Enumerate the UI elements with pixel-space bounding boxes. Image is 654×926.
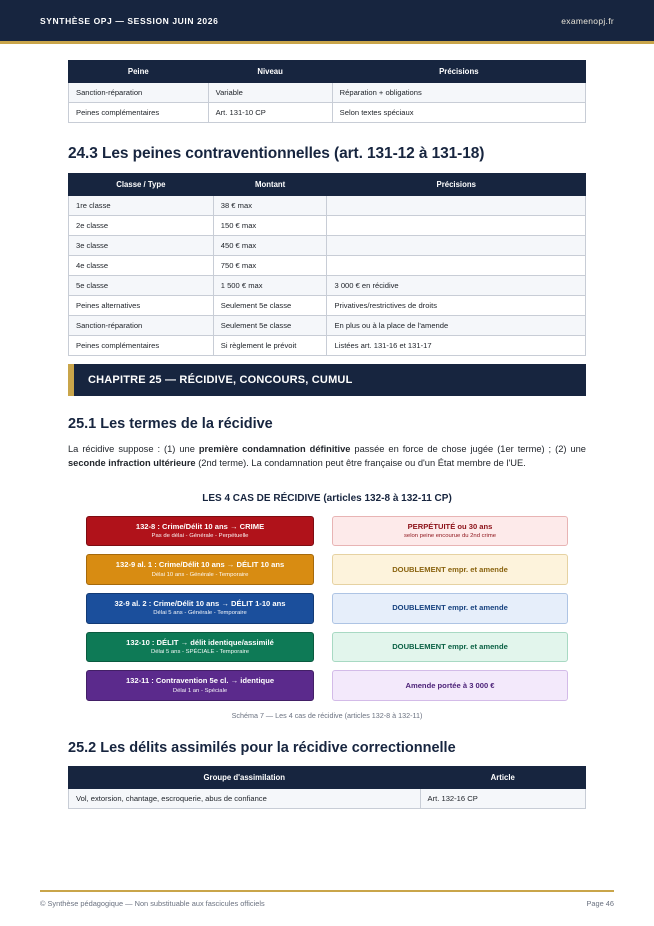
- cell: Privatives/restrictives de droits: [327, 296, 586, 316]
- schema-row: [86, 670, 568, 701]
- cell: 150 € max: [213, 216, 327, 236]
- page-content: [68, 60, 586, 809]
- col-classe: Classe / Type: [69, 174, 214, 196]
- cell: Vol, extorsion, chantage, escroquerie, abus de confiance: [69, 788, 421, 808]
- case-sub-label: Pas de délai - Générale - Perpétuelle: [151, 533, 249, 540]
- col-peine: Peine: [69, 61, 209, 83]
- table-row: [69, 296, 586, 316]
- cell: [327, 256, 586, 276]
- col-precisions: Précisions: [332, 61, 585, 83]
- effect-box-132-11: [332, 670, 568, 701]
- effect-main-label: DOUBLEMENT empr. et amende: [392, 564, 508, 574]
- cell: Réparation + obligations: [332, 83, 585, 103]
- table-header-row: [69, 766, 586, 788]
- effect-main-label: PERPÉTUITÉ ou 30 ans: [407, 521, 493, 531]
- effect-main-label: DOUBLEMENT empr. et amende: [392, 642, 508, 652]
- cell: Sanction-réparation: [69, 83, 209, 103]
- contraventions-table: [68, 173, 586, 356]
- effect-box-132-9-al2: [332, 593, 568, 624]
- cell: 4e classe: [69, 256, 214, 276]
- cell: Art. 131-10 CP: [208, 103, 332, 123]
- col-montant: Montant: [213, 174, 327, 196]
- effect-main-label: DOUBLEMENT empr. et amende: [392, 603, 508, 613]
- col-niveau: Niveau: [208, 61, 332, 83]
- schema-row: [86, 632, 568, 663]
- cell: 1 500 € max: [213, 276, 327, 296]
- table-row: [69, 276, 586, 296]
- case-box-132-8: [86, 516, 314, 547]
- case-main-label: 32-9 al. 2 : Crime/Délit 10 ans → DÉLIT 1-10 ans: [114, 598, 286, 608]
- para-part-1: La récidive suppose : (1) une: [68, 444, 199, 454]
- case-sub-label: Délai 5 ans - SPÉCIALE - Temporaire: [150, 648, 250, 655]
- cell: [327, 216, 586, 236]
- cell: 450 € max: [213, 236, 327, 256]
- cell: Selon textes spéciaux: [332, 103, 585, 123]
- header-title: SYNTHÈSE OPJ — SESSION JUIN 2026: [40, 15, 219, 26]
- case-box-132-9-al2: [86, 593, 314, 624]
- cell: Peines alternatives: [69, 296, 214, 316]
- case-box-132-9-al1: [86, 554, 314, 585]
- case-box-132-10: [86, 632, 314, 663]
- para-bold-2: seconde infraction ultérieure: [68, 458, 196, 469]
- cell: Seulement 5e classe: [213, 296, 327, 316]
- section-title-25-2: 25.2 Les délits assimilés pour la récidive correctionnelle: [68, 739, 456, 756]
- footer-note: © Synthèse pédagogique — Non substituable aux fascicules officiels: [40, 899, 265, 908]
- cell: Seulement 5e classe: [213, 316, 327, 336]
- cell: Si règlement le prévoit: [213, 336, 327, 356]
- para-part-2: passée en force de chose jugée (1er terme) ; (2) une: [350, 444, 586, 454]
- case-sub-label: Délai 1 an - Spéciale: [172, 687, 228, 694]
- schema-caption: Schéma 7 — Les 4 cas de récidive (articles 132-8 à 132-11): [231, 710, 423, 720]
- table-row: [69, 236, 586, 256]
- cell: 3 000 € en récidive: [327, 276, 586, 296]
- case-box-132-11: [86, 670, 314, 701]
- col-groupe: Groupe d'assimilation: [69, 766, 421, 788]
- cell: 750 € max: [213, 256, 327, 276]
- table-row: [69, 336, 586, 356]
- col-article: Article: [420, 766, 585, 788]
- table-header-row: [69, 174, 586, 196]
- footer-page-number: Page 46: [586, 899, 614, 908]
- case-main-label: 132-8 : Crime/Délit 10 ans → CRIME: [135, 521, 265, 531]
- effect-main-label: Amende portée à 3 000 €: [405, 680, 495, 690]
- cell: Sanction-réparation: [69, 316, 214, 336]
- effect-sub-label: selon peine encourue du 2nd crime: [403, 533, 497, 540]
- cell: 3e classe: [69, 236, 214, 256]
- section-title-24-3: 24.3 Les peines contraventionnelles (art. 131-12 à 131-18): [68, 145, 485, 162]
- case-sub-label: Délai 5 ans - Générale - Temporaire: [153, 610, 247, 617]
- cell: En plus ou à la place de l'amende: [327, 316, 586, 336]
- table-header-row: [69, 61, 586, 83]
- schema-title: LES 4 CAS DE RÉCIDIVE (articles 132-8 à 132-11 CP): [202, 492, 452, 504]
- page-footer: [40, 890, 614, 908]
- header-site: examenopj.fr: [561, 15, 614, 26]
- para-part-3: (2nd terme). La condamnation peut être française ou d'un État membre de l'UE.: [195, 458, 526, 469]
- table-row: [69, 83, 586, 103]
- cell: [327, 236, 586, 256]
- table-row: [69, 216, 586, 236]
- chapter-band: CHAPITRE 25 — RÉCIDIVE, CONCOURS, CUMUL: [68, 364, 586, 396]
- cell: [327, 196, 586, 216]
- table-row: [69, 788, 586, 808]
- section-title-25-1: 25.1 Les termes de la récidive: [68, 416, 273, 432]
- cell: 2e classe: [69, 216, 214, 236]
- table-row: [69, 196, 586, 216]
- schema-row: [86, 554, 568, 585]
- effect-box-132-8: [332, 516, 568, 547]
- recidive-paragraph: [68, 442, 586, 471]
- page-header: [0, 0, 654, 44]
- peines-table: [68, 60, 586, 123]
- schema-rows: [68, 516, 586, 701]
- cell: 1re classe: [69, 196, 214, 216]
- case-main-label: 132-9 al. 1 : Crime/Délit 10 ans → DÉLIT 10 ans: [115, 560, 285, 570]
- case-main-label: 132-11 : Contravention 5e cl. → identique: [125, 676, 275, 686]
- effect-box-132-10: [332, 632, 568, 663]
- col-precisions: Précisions: [327, 174, 586, 196]
- cell: Art. 132-16 CP: [420, 788, 585, 808]
- cell: 38 € max: [213, 196, 327, 216]
- table-row: [69, 256, 586, 276]
- cell: Peines complémentaires: [69, 103, 209, 123]
- cell: Listées art. 131-16 et 131-17: [327, 336, 586, 356]
- cell: 5e classe: [69, 276, 214, 296]
- para-bold-1: première condamnation définitive: [198, 444, 351, 454]
- table-row: [69, 103, 586, 123]
- cell: Variable: [208, 83, 332, 103]
- assimiles-table: [68, 766, 586, 809]
- case-sub-label: Délai 10 ans - Générale - Temporaire: [151, 571, 249, 578]
- schema-row: [86, 516, 568, 547]
- table-row: [69, 316, 586, 336]
- case-main-label: 132-10 : DÉLIT → délit identique/assimilé: [126, 637, 274, 647]
- schema-row: [86, 593, 568, 624]
- effect-box-132-9-al1: [332, 554, 568, 585]
- cell: Peines complémentaires: [69, 336, 214, 356]
